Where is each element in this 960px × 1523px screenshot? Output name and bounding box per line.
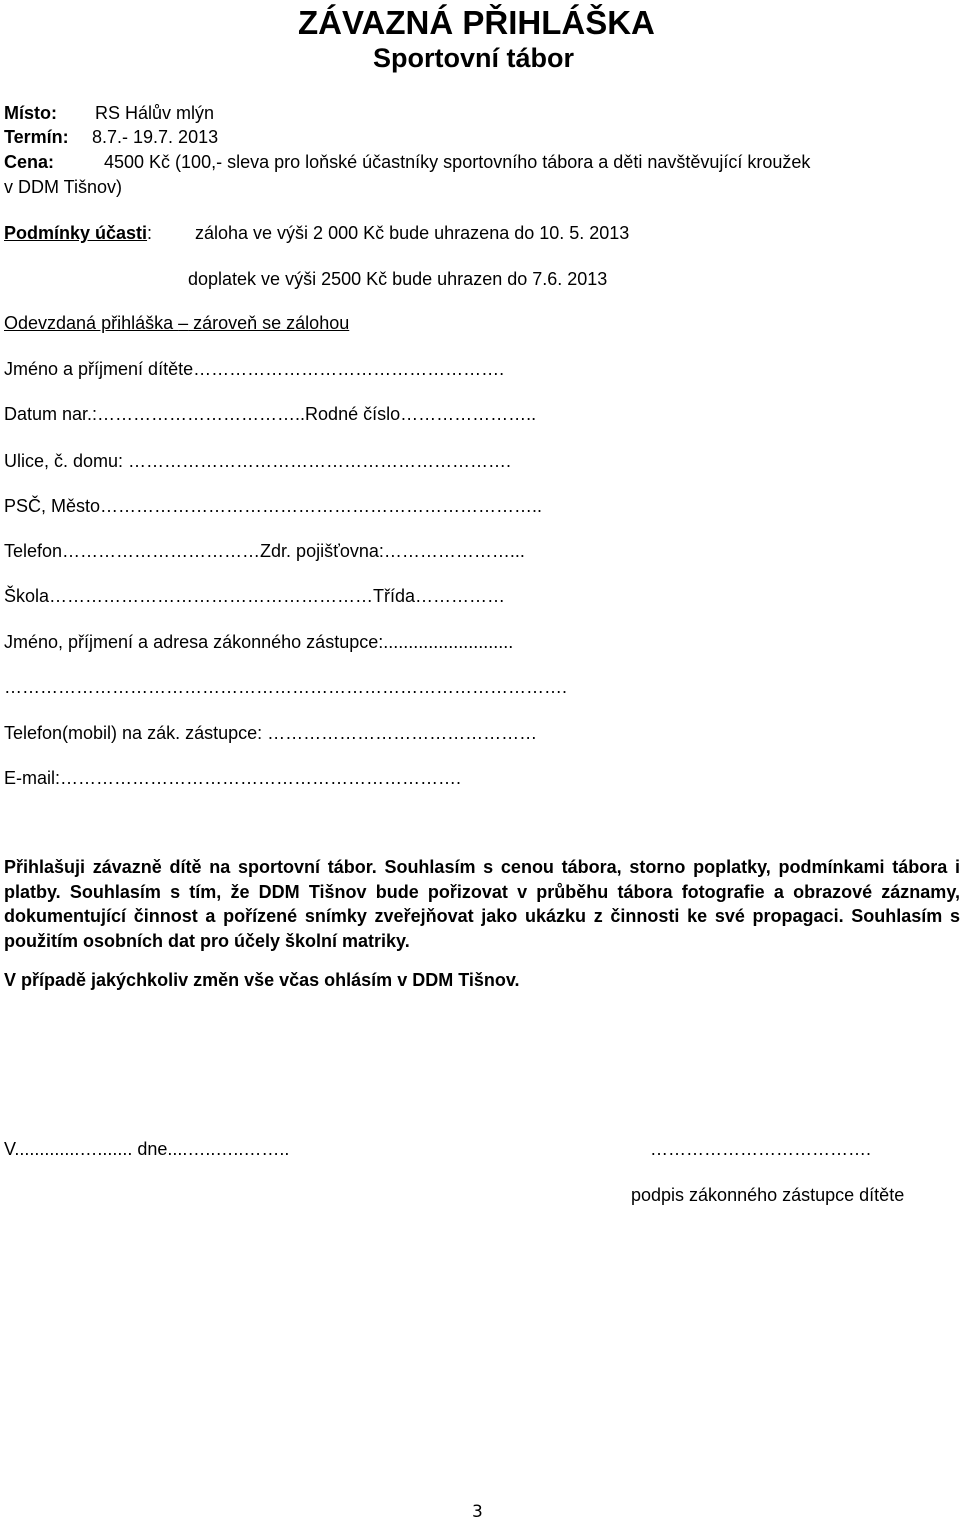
date-value: 8.7.- 19.7. 2013 (92, 127, 219, 147)
guardian-field[interactable]: Jméno, příjmení a adresa zákonného zástupce:.......................... (4, 632, 514, 652)
form-subtitle: Sportovní tábor (373, 43, 574, 73)
street-field[interactable]: Ulice, č. domu: ………………………………………………………. (4, 451, 512, 471)
price-value-continued: v DDM Tišnov) (4, 177, 123, 197)
city-field[interactable]: PSČ, Město……………………………………………………………….. (4, 496, 543, 516)
child-name-field[interactable]: Jméno a příjmení dítěte……………………………………………. (4, 359, 505, 379)
price-value: 4500 Kč (100,- sleva pro loňské účastníky sportovního tábora a děti navštěvující kroužek (104, 152, 811, 172)
submission-note-prefix: Odevzdaná přihláška (4, 313, 179, 333)
signature-label: podpis zákonného zástupce dítěte (631, 1185, 905, 1205)
place-label: Místo: (4, 103, 57, 123)
page-number: 3 (472, 1502, 483, 1522)
email-field[interactable]: E-mail:…………………………………………………………. (4, 768, 462, 788)
remainder-text: doplatek ve výši 2500 Kč bude uhrazen do 7.6. 2013 (188, 269, 608, 289)
birth-date-field[interactable]: Datum nar.:……………………………..Rodné číslo………………….. (4, 404, 537, 424)
guardian-phone-field[interactable]: Telefon(mobil) na zák. zástupce: ……………………………………… (4, 723, 538, 743)
submission-note-suffix: zároveň se zálohou (188, 313, 350, 333)
date-label: Termín: (4, 127, 69, 147)
deposit-text: záloha ve výši 2 000 Kč bude uhrazena do 10. 5. 2013 (195, 223, 630, 243)
form-title: ZÁVAZNÁ PŘIHLÁŠKA (298, 4, 655, 41)
changes-notice: V případě jakýchkoliv změn vše včas ohlásím v DDM Tišnov. (4, 970, 520, 990)
conditions-colon: : (147, 223, 153, 243)
submission-note: Odevzdaná přihláška – zároveň se zálohou (4, 313, 350, 333)
phone-field[interactable]: Telefon……………………………Zdr. pojišťovna:…………………... (4, 541, 525, 561)
conditions-heading (4, 222, 152, 244)
place-date-field[interactable]: V.............…....... dne....…..…..…….. (4, 1139, 290, 1159)
place-value: RS Hálův mlýn (95, 103, 215, 123)
price-label: Cena: (4, 152, 55, 172)
conditions-label: Podmínky účasti (4, 223, 148, 243)
consent-paragraph: Přihlašuji závazně dítě na sportovní tábor. Souhlasím s cenou tábora, storno poplatky, podmínkami tábora i platby. Souhlasím s tím, že DDM Tišnov bude pořizovat v průběhu tábora fotografie a obrazové záznamy, dokumentující činnost a pořízené snímky zveřejňovat jako ukázku z činnosti ke své propagaci. Souhlasím s použitím osobních dat pro účely školní matriky. (4, 857, 960, 951)
school-field[interactable]: Škola………………………………………………Třída…………… (4, 586, 506, 606)
guardian-field-continued[interactable]: …………………………………………………………………………………. (4, 677, 568, 697)
signature-line[interactable]: ………………………………. (650, 1139, 872, 1159)
